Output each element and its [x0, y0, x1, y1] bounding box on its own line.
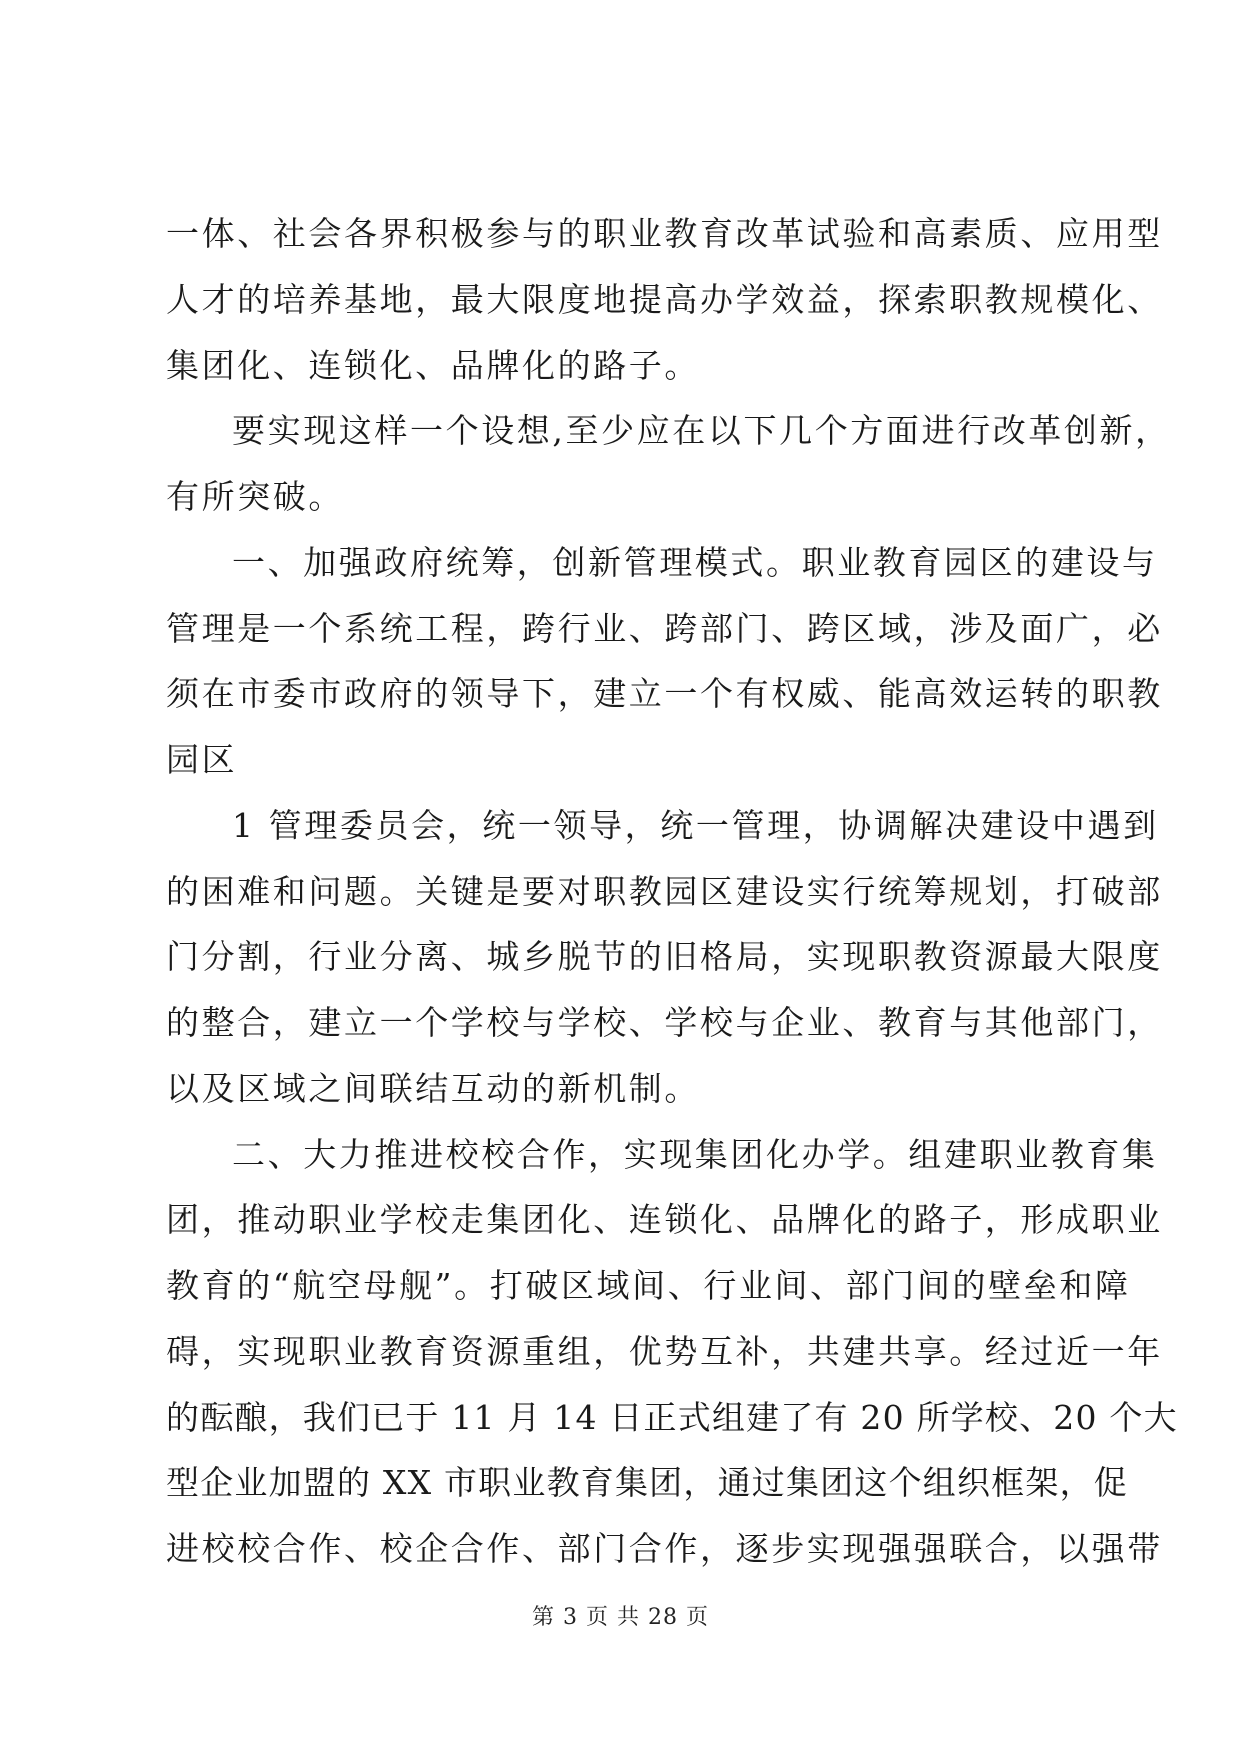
text-line: 一体、社会各界积极参与的职业教育改革试验和高素质、应用型	[166, 214, 1163, 253]
text-line: 进校校合作、校企合作、部门合作，逐步实现强强联合，以强带	[166, 1529, 1163, 1568]
text-line: 教育的“航空母舰”。打破区域间、行业间、部门间的壁垒和障	[166, 1266, 1131, 1305]
text-line: 要实现这样一个设想,至少应在以下几个方面进行改革创新，	[232, 411, 1171, 450]
text-line: 一、加强政府统筹，创新管理模式。职业教育园区的建设与	[232, 543, 1158, 582]
text-line: 管理是一个系统工程，跨行业、跨部门、跨区域，涉及面广，必	[166, 609, 1163, 648]
text-line: 以及区域之间联结互动的新机制。	[166, 1069, 700, 1108]
text-line: 二、大力推进校校合作，实现集团化办学。组建职业教育集	[232, 1135, 1158, 1174]
text-line: 的困难和问题。关键是要对职教园区建设实行统筹规划，打破部	[166, 872, 1163, 911]
text-line: 型企业加盟的 XX 市职业教育集团，通过集团这个组织框架，促	[166, 1463, 1128, 1502]
text-line: 的酝酿，我们已于 11 月 14 日正式组建了有 20 所学校、20 个大	[166, 1398, 1178, 1437]
text-line: 人才的培养基地，最大限度地提高办学效益，探索职教规模化、	[166, 280, 1163, 319]
page-number-footer: 第 3 页 共 28 页	[532, 1605, 709, 1630]
text-line: 园区	[166, 740, 238, 779]
text-line: 有所突破。	[166, 477, 344, 516]
text-line: 门分割，行业分离、城乡脱节的旧格局，实现职教资源最大限度	[166, 937, 1163, 976]
text-line: 团，推动职业学校走集团化、连锁化、品牌化的路子，形成职业	[166, 1200, 1163, 1239]
text-line: 碍，实现职业教育资源重组，优势互补，共建共享。经过近一年	[166, 1332, 1163, 1371]
text-line: 的整合，建立一个学校与学校、学校与企业、教育与其他部门，	[166, 1003, 1163, 1042]
text-line: 1 管理委员会，统一领导，统一管理，协调解决建设中遇到	[232, 806, 1159, 845]
text-line: 须在市委市政府的领导下，建立一个有权威、能高效运转的职教	[166, 674, 1163, 713]
text-line: 集团化、连锁化、品牌化的路子。	[166, 346, 700, 385]
